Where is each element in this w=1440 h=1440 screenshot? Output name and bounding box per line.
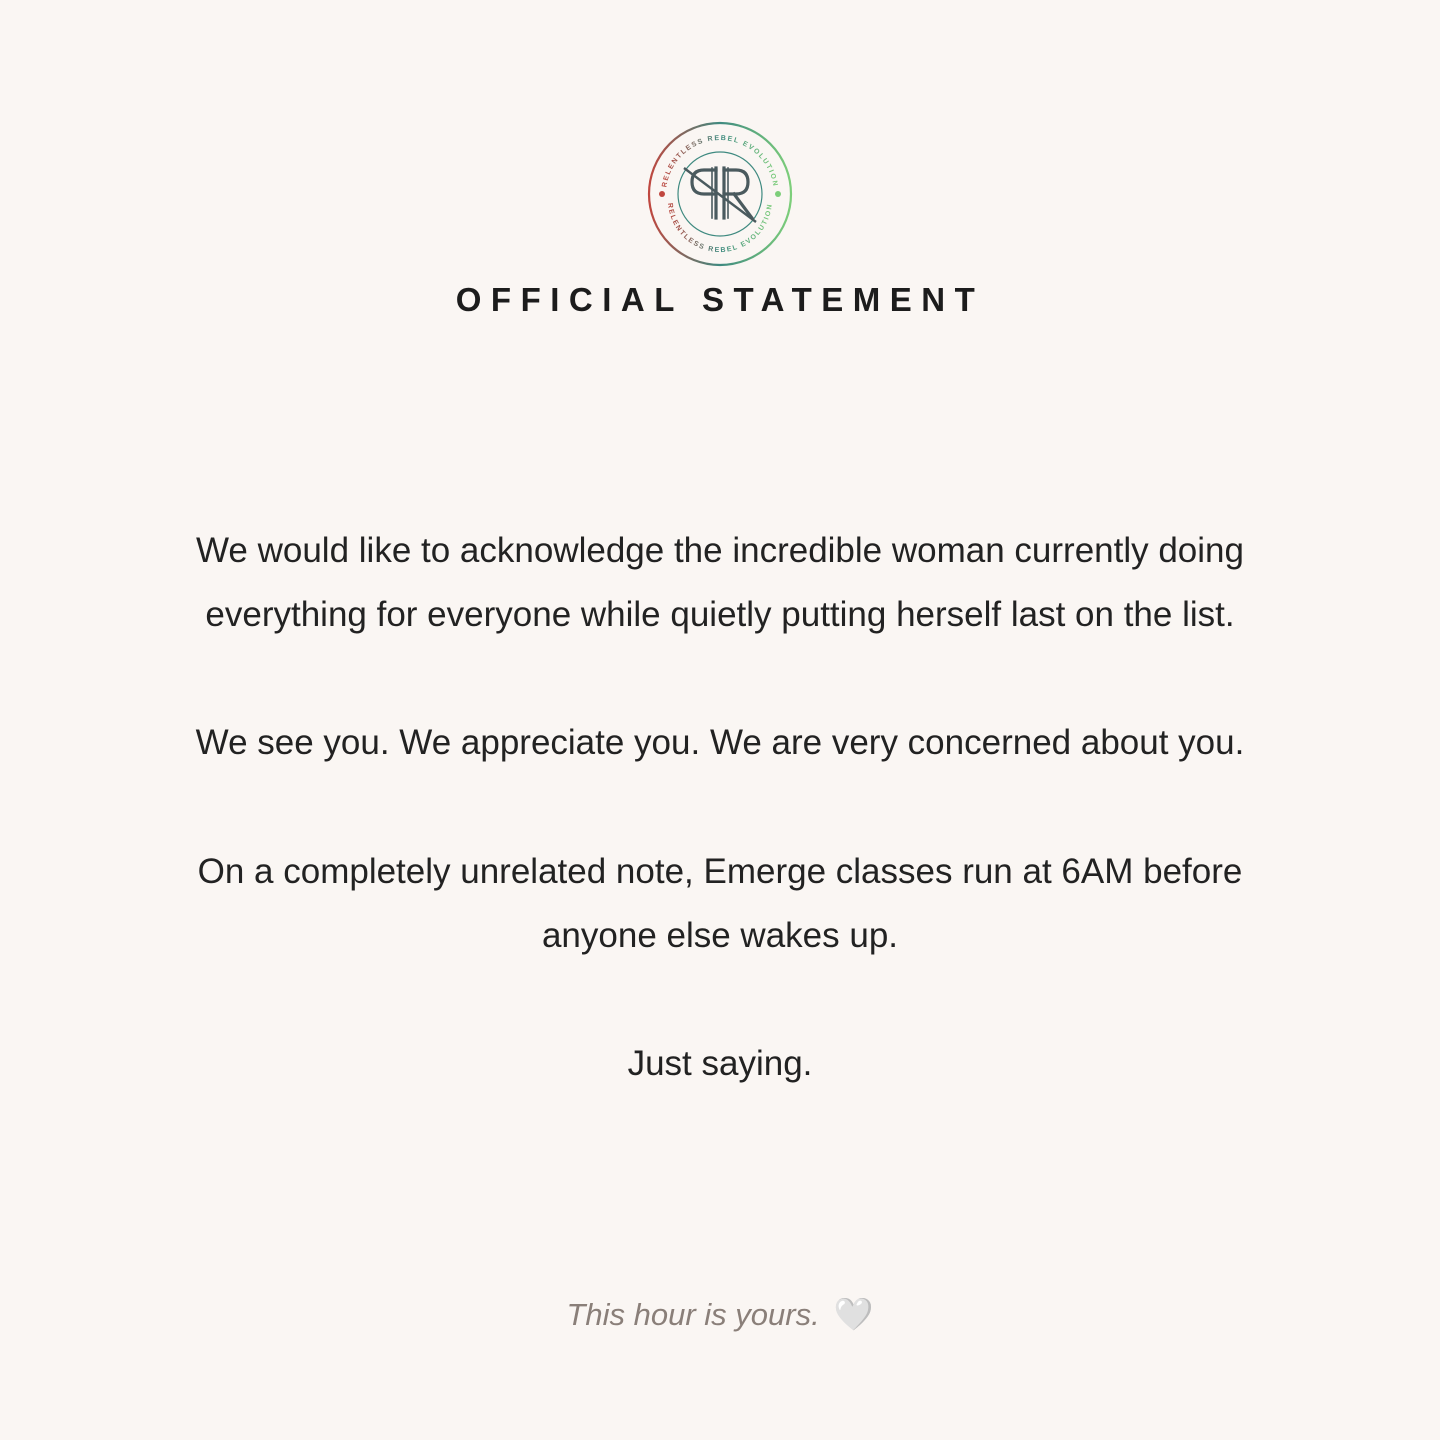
tagline-text: This hour is yours.: [566, 1297, 820, 1332]
tagline: [0, 1292, 1440, 1337]
logo-ring-text-top: RELENTLESS REBEL EVOLUTION: [661, 134, 779, 188]
white-heart-icon: 🤍: [833, 1296, 874, 1332]
page-title: OFFICIAL STATEMENT: [455, 281, 985, 318]
logo-emblem-icon: [646, 120, 794, 268]
statement-paragraph-4: Just saying.: [627, 1044, 813, 1083]
brand-logo: [646, 120, 794, 268]
logo-ring-text-bottom: RELENTLESS REBEL EVOLUTION: [666, 202, 774, 255]
statement-paragraph-2: We see you. We appreciate you. We are very concerned about you.: [195, 723, 1245, 762]
statement-paragraph-1: We would like to acknowledge the incredible woman currently doing everything for everyone while quietly putting herself last on the list.: [196, 531, 1244, 634]
svg-text:RELENTLESS REBEL EVOLUTION: [661, 135, 778, 188]
svg-text:RELENTLESS REBEL EVOLUTION: [666, 203, 774, 254]
statement-paragraph-3: On a completely unrelated note, Emerge classes run at 6AM before anyone else wakes up.: [197, 852, 1243, 955]
